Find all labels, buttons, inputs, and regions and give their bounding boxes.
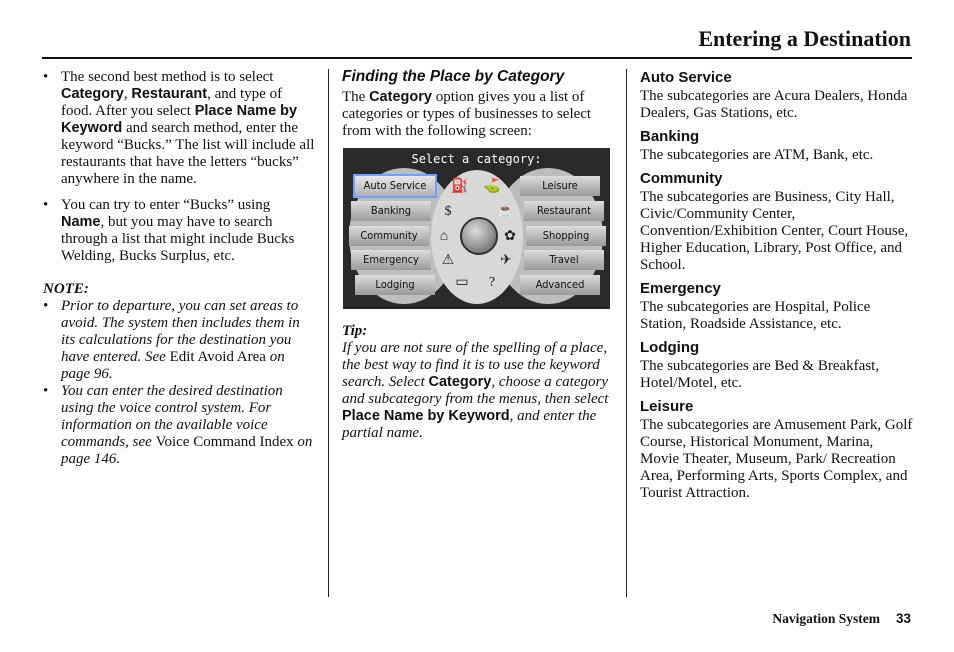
bank-icon: $ <box>444 204 452 219</box>
text-banking: The subcategories are ATM, Bank, etc. <box>640 147 874 163</box>
text-lodging: The subcategories are Bed & Breakfast, Hotel/Motel, etc. <box>640 358 880 391</box>
screen-btn-emergency: Emergency <box>351 250 431 270</box>
screen-btn-travel: Travel <box>524 250 604 270</box>
fuel-pump-icon: ⛽ <box>451 179 469 194</box>
section-heading-category: Finding the Place by Category <box>342 68 565 85</box>
page-footer <box>772 611 911 627</box>
column-middle <box>342 68 614 140</box>
text-auto-service: The subcategories are Acura Dealers, Honda Dealers, Gas Stations, etc. <box>640 88 908 121</box>
text-leisure: The subcategories are Amusement Park, Golf Course, Historical Monument, Marina, Movie Theater, Museum, Park/ Recreation Area, Performing Arts, Sports Complex, and Tourist Attraction. <box>640 417 913 501</box>
bed-icon: ▭ <box>455 275 469 290</box>
screen-btn-lodging: Lodging <box>355 275 435 295</box>
column-divider-1 <box>328 69 329 597</box>
shopping-icon: ✿ <box>504 229 516 244</box>
community-icon: ⌂ <box>439 229 449 244</box>
screen-btn-banking: Banking <box>351 201 431 221</box>
joystick-knob-icon <box>460 217 498 255</box>
heading-auto-service: Auto Service <box>640 69 732 86</box>
footer-section: Navigation System <box>772 611 880 626</box>
bullet-name-method: • You can try to enter “Bucks” using Name, but you may have to search through a list that might include Bucks Welding, Bucks Surplus, etc. <box>43 197 295 264</box>
category-screen-image <box>343 148 610 309</box>
screen-btn-auto-service: Auto Service <box>355 176 435 196</box>
heading-banking: Banking <box>640 128 700 145</box>
tip-label: Tip: <box>342 323 368 339</box>
tip-block <box>342 323 614 442</box>
screen-btn-leisure: Leisure <box>520 176 600 196</box>
advanced-icon: ? <box>488 275 496 290</box>
column-right <box>640 69 914 502</box>
restaurant-icon: ☕ <box>497 204 515 219</box>
note-avoid-areas: • Prior to departure, you can set areas to avoid. The system then includes them in its calculations for the destination you have entered. See Edit Avoid Area on page 96. <box>43 298 300 382</box>
note-label: NOTE: <box>43 281 89 297</box>
page-number: 33 <box>895 611 911 626</box>
golf-flag-icon: ⛳ <box>483 179 501 194</box>
screen-btn-advanced: Advanced <box>520 275 600 295</box>
column-left <box>43 69 315 468</box>
note-voice-control: • You can enter the desired destination using the voice control system. For information on the available voice commands, see Voice Command Index on page 146. <box>43 383 313 467</box>
header-rule <box>42 57 912 59</box>
category-intro: The Category option gives you a list of categories or types of businesses to select from with the following screen: <box>342 89 592 139</box>
heading-leisure: Leisure <box>640 398 694 415</box>
page-title: Entering a Destination <box>698 26 911 51</box>
column-divider-2 <box>626 69 627 597</box>
screen-btn-community: Community <box>349 226 429 246</box>
screen-title: Select a category: <box>411 152 542 166</box>
bullet-category-method: • The second best method is to select Category, Restaurant, and type of food. After you select Place Name by Keyword and search method, enter the keyword “Bucks.” The list will include all restaurants that have the letters “bucks” anywhere in the name. <box>43 69 315 187</box>
heading-emergency: Emergency <box>640 280 721 297</box>
screen-btn-shopping: Shopping <box>526 226 606 246</box>
heading-community: Community <box>640 170 723 187</box>
tip-text: If you are not sure of the spelling of a place, the best way to find it is to use the keyword search. Select Category, choose a category and subcategory from the menus, then select Place Name by Keyword, and enter the partial name. <box>342 340 609 441</box>
travel-icon: ✈ <box>500 253 512 268</box>
screen-btn-restaurant: Restaurant <box>524 201 604 221</box>
text-community: The subcategories are Business, City Hall, Civic/Community Center, Convention/Exhibition Center, Court House, Higher Education, Library, Post Office, and School. <box>640 189 909 273</box>
text-emergency: The subcategories are Hospital, Police Station, Roadside Assistance, etc. <box>640 299 871 332</box>
emergency-icon: ⚠ <box>441 253 455 268</box>
heading-lodging: Lodging <box>640 339 700 356</box>
